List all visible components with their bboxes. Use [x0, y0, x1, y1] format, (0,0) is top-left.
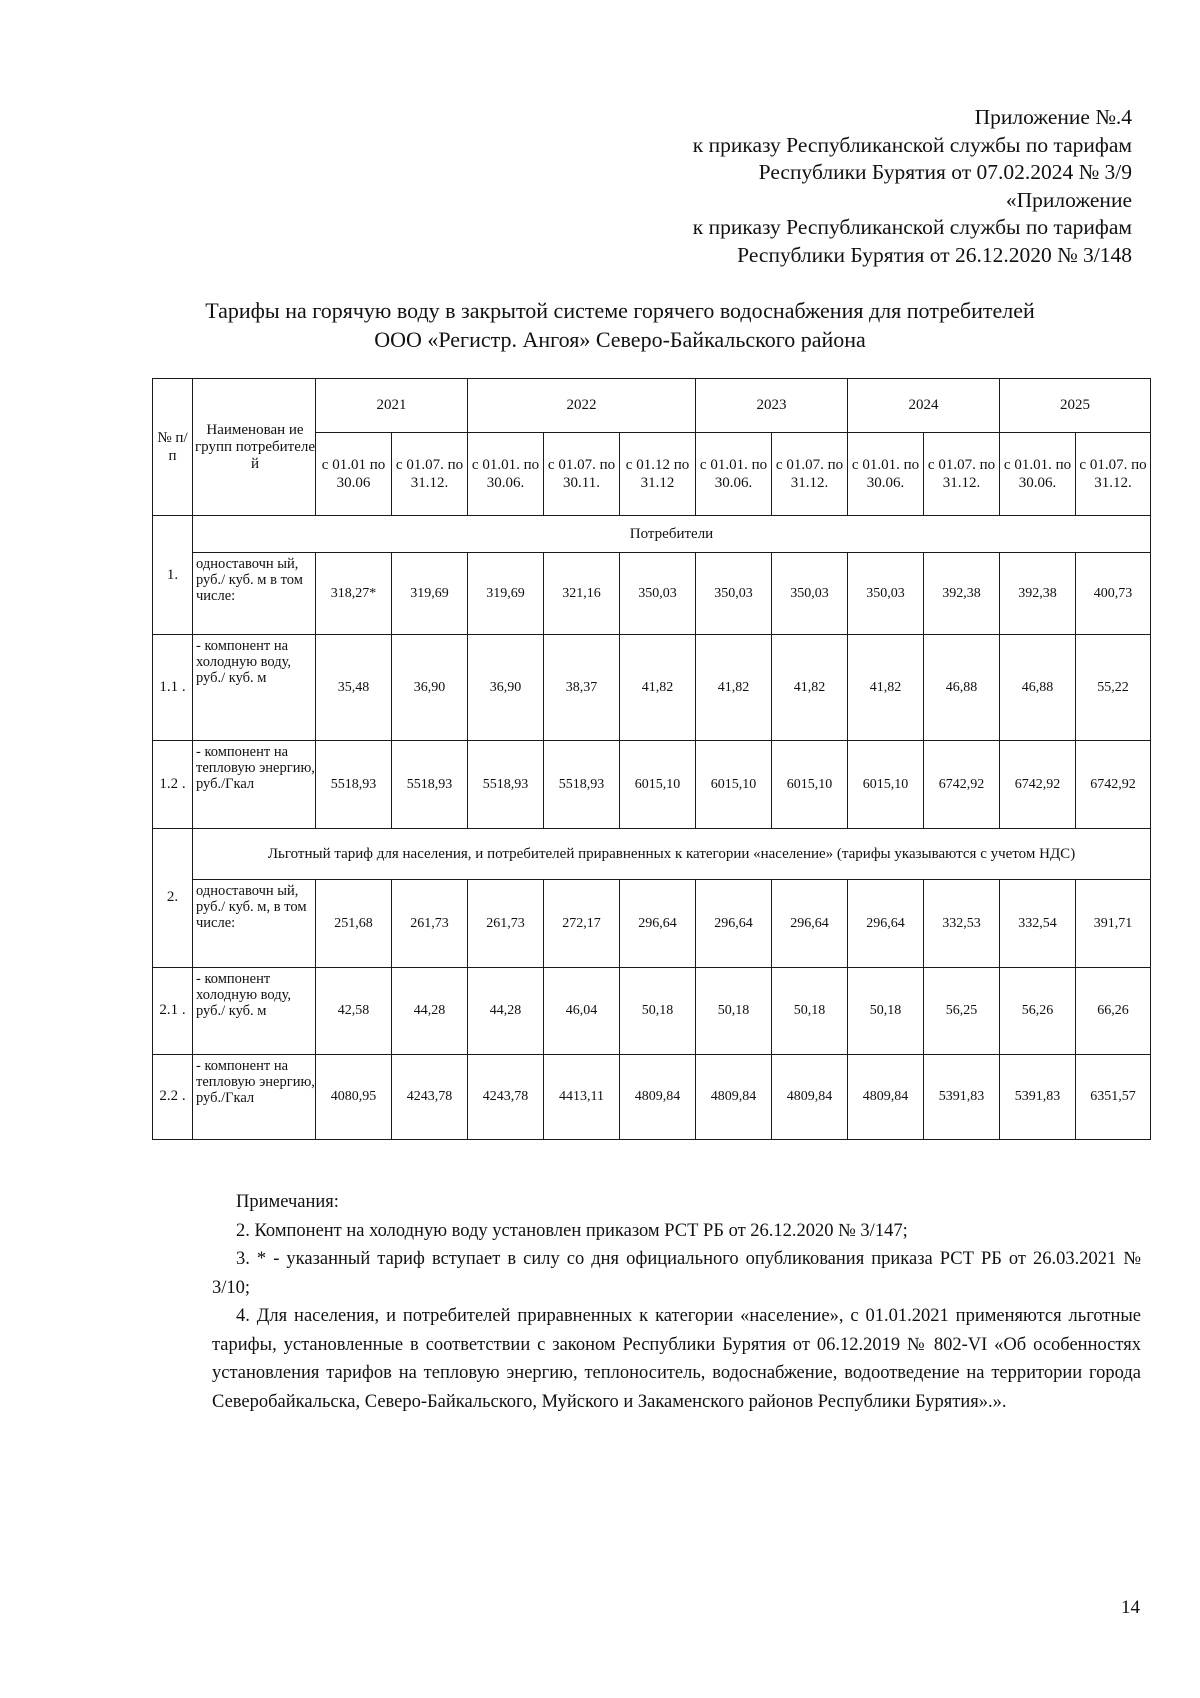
tariff-value: 46,88	[924, 635, 1000, 741]
title-line-2: ООО «Регистр. Ангоя» Северо-Байкальского района	[374, 327, 866, 352]
tariff-value: 5391,83	[924, 1054, 1000, 1139]
header-line: Республики Бурятия от 07.02.2024 № 3/9	[758, 160, 1132, 184]
tariff-value: 41,82	[696, 635, 772, 741]
tariff-value: 6015,10	[696, 740, 772, 828]
row-number: 1.1 .	[153, 635, 193, 741]
table-row	[153, 880, 1151, 967]
tariff-value: 4243,78	[468, 1054, 544, 1139]
notes-section	[212, 1188, 1141, 1416]
tariff-value: 5518,93	[544, 740, 620, 828]
header-line: Республики Бурятия от 26.12.2020 № 3/148	[737, 242, 1132, 267]
row-number: 1.	[153, 516, 193, 635]
tariff-value: 50,18	[848, 967, 924, 1054]
tariff-value: 6351,57	[1076, 1054, 1151, 1139]
row-name: одноставочн ый, руб./ куб. м в том числе:	[193, 553, 316, 635]
tariff-value: 4809,84	[620, 1054, 696, 1139]
table-row	[153, 1054, 1151, 1139]
tariff-value: 6742,92	[1076, 740, 1151, 828]
row-name: - компонент холодную воду, руб./ куб. м	[193, 967, 316, 1054]
table-row	[153, 740, 1151, 828]
tariff-value: 44,28	[468, 967, 544, 1054]
tariff-value: 42,58	[316, 967, 392, 1054]
tariff-value: 6742,92	[1000, 740, 1076, 828]
tariff-value: 319,69	[392, 553, 468, 635]
tariff-value: 41,82	[620, 635, 696, 741]
header-line: Приложение №.4	[974, 105, 1132, 129]
period-header: с 01.01. по 30.06.	[468, 433, 544, 516]
tariff-value: 56,26	[1000, 967, 1076, 1054]
period-header: с 01.01. по 30.06.	[848, 433, 924, 516]
tariff-value: 4080,95	[316, 1054, 392, 1139]
tariff-value: 4243,78	[392, 1054, 468, 1139]
tariff-value: 350,03	[696, 553, 772, 635]
tariff-value: 296,64	[620, 880, 696, 967]
period-header: с 01.07. по 31.12.	[772, 433, 848, 516]
row-number: 1.2 .	[153, 740, 193, 828]
notes-heading: Примечания:	[236, 1192, 339, 1212]
row-number: 2.	[153, 829, 193, 967]
tariff-value: 46,88	[1000, 635, 1076, 741]
tariff-value: 50,18	[772, 967, 848, 1054]
tariff-table	[152, 378, 1151, 1140]
tariff-value: 350,03	[620, 553, 696, 635]
tariff-value: 46,04	[544, 967, 620, 1054]
tariff-value: 332,53	[924, 880, 1000, 967]
tariff-value: 41,82	[772, 635, 848, 741]
tariff-value: 4809,84	[848, 1054, 924, 1139]
row-number: 2.2 .	[153, 1054, 193, 1139]
tariff-value: 272,17	[544, 880, 620, 967]
tariff-value: 35,48	[316, 635, 392, 741]
section-header: Потребители	[193, 516, 1151, 553]
tariff-value: 296,64	[772, 880, 848, 967]
note-item: 3. * - указанный тариф вступает в силу со дня официального опубликования приказа РСТ РБ от 26.03.2021 № 3/10;	[212, 1249, 1141, 1298]
tariff-value: 332,54	[1000, 880, 1076, 967]
tariff-value: 5518,93	[392, 740, 468, 828]
tariff-value: 5391,83	[1000, 1054, 1076, 1139]
column-header-number: № п/ п	[153, 379, 193, 516]
tariff-value: 318,27*	[316, 553, 392, 635]
header-line: к приказу Республиканской службы по тарифам	[692, 132, 1132, 157]
tariff-value: 36,90	[468, 635, 544, 741]
tariff-value: 392,38	[924, 553, 1000, 635]
tariff-value: 319,69	[468, 553, 544, 635]
period-header: с 01.07. по 31.12.	[392, 433, 468, 516]
year-header: 2025	[1000, 379, 1151, 433]
document-title	[120, 296, 1120, 354]
period-header: с 01.07. по 31.12.	[924, 433, 1000, 516]
tariff-value: 296,64	[696, 880, 772, 967]
table-row	[153, 967, 1151, 1054]
row-number: 2.1 .	[153, 967, 193, 1054]
tariff-value: 392,38	[1000, 553, 1076, 635]
document-header	[432, 104, 1132, 269]
tariff-value: 5518,93	[316, 740, 392, 828]
section-header: Льготный тариф для населения, и потребителей приравненных к категории «население» (тарифы указываются с учетом НДС)	[193, 829, 1151, 880]
tariff-value: 321,16	[544, 553, 620, 635]
period-header: с 01.01. по 30.06.	[696, 433, 772, 516]
period-header: с 01.07. по 31.12.	[1076, 433, 1151, 516]
period-header: с 01.01 по 30.06	[316, 433, 392, 516]
tariff-value: 4809,84	[696, 1054, 772, 1139]
tariff-value: 261,73	[392, 880, 468, 967]
tariff-value: 56,25	[924, 967, 1000, 1054]
tariff-value: 6742,92	[924, 740, 1000, 828]
table-row	[153, 553, 1151, 635]
period-header: с 01.01. по 30.06.	[1000, 433, 1076, 516]
tariff-value: 36,90	[392, 635, 468, 741]
year-header: 2022	[468, 379, 696, 433]
year-header: 2023	[696, 379, 848, 433]
row-name: одноставочн ый, руб./ куб. м, в том числе:	[193, 880, 316, 967]
tariff-value: 55,22	[1076, 635, 1151, 741]
tariff-value: 4413,11	[544, 1054, 620, 1139]
row-name: - компонент на холодную воду, руб./ куб. м	[193, 635, 316, 741]
tariff-value: 50,18	[620, 967, 696, 1054]
tariff-value: 350,03	[772, 553, 848, 635]
tariff-value: 6015,10	[772, 740, 848, 828]
period-header: с 01.12 по 31.12	[620, 433, 696, 516]
tariff-value: 66,26	[1076, 967, 1151, 1054]
tariff-value: 391,71	[1076, 880, 1151, 967]
header-line: к приказу Республиканской службы по тарифам	[692, 215, 1132, 239]
tariff-value: 38,37	[544, 635, 620, 741]
tariff-value: 4809,84	[772, 1054, 848, 1139]
tariff-value: 296,64	[848, 880, 924, 967]
table-row	[153, 635, 1151, 741]
tariff-value: 50,18	[696, 967, 772, 1054]
note-item: 2. Компонент на холодную воду установлен приказом РСТ РБ от 26.12.2020 № 3/147;	[236, 1220, 908, 1241]
tariff-value: 251,68	[316, 880, 392, 967]
tariff-value: 44,28	[392, 967, 468, 1054]
tariff-value: 41,82	[848, 635, 924, 741]
column-header-name: Наименован ие групп потребителе й	[193, 379, 316, 516]
tariff-value: 261,73	[468, 880, 544, 967]
tariff-value: 5518,93	[468, 740, 544, 828]
tariff-value: 6015,10	[848, 740, 924, 828]
title-line-1: Тарифы на горячую воду в закрытой системе горячего водоснабжения для потребителей	[205, 298, 1035, 323]
tariff-value: 6015,10	[620, 740, 696, 828]
period-header: с 01.07. по 30.11.	[544, 433, 620, 516]
tariff-value: 350,03	[848, 553, 924, 635]
row-name: - компонент на тепловую энергию, руб./Гкал	[193, 740, 316, 828]
year-header: 2024	[848, 379, 1000, 433]
note-item: 4. Для населения, и потребителей приравненных к категории «население», с 01.01.2021 применяются льготные тарифы, установленные в соответствии с законом Республики Бурятия от 06.12.2019 № 802-VI «Об особенностях установления тарифов на тепловую энергию, теплоноситель, водоснабжение, водоотведение на территории города Северобайкальска, Северо-Байкальского, Муйского и Закаменского районов Республики Бурятия».».	[212, 1306, 1141, 1412]
page-number: 14	[1121, 1597, 1140, 1618]
year-header: 2021	[316, 379, 468, 433]
header-line: «Приложение	[1005, 187, 1132, 212]
row-name: - компонент на тепловую энергию, руб./Гкал	[193, 1054, 316, 1139]
tariff-value: 400,73	[1076, 553, 1151, 635]
